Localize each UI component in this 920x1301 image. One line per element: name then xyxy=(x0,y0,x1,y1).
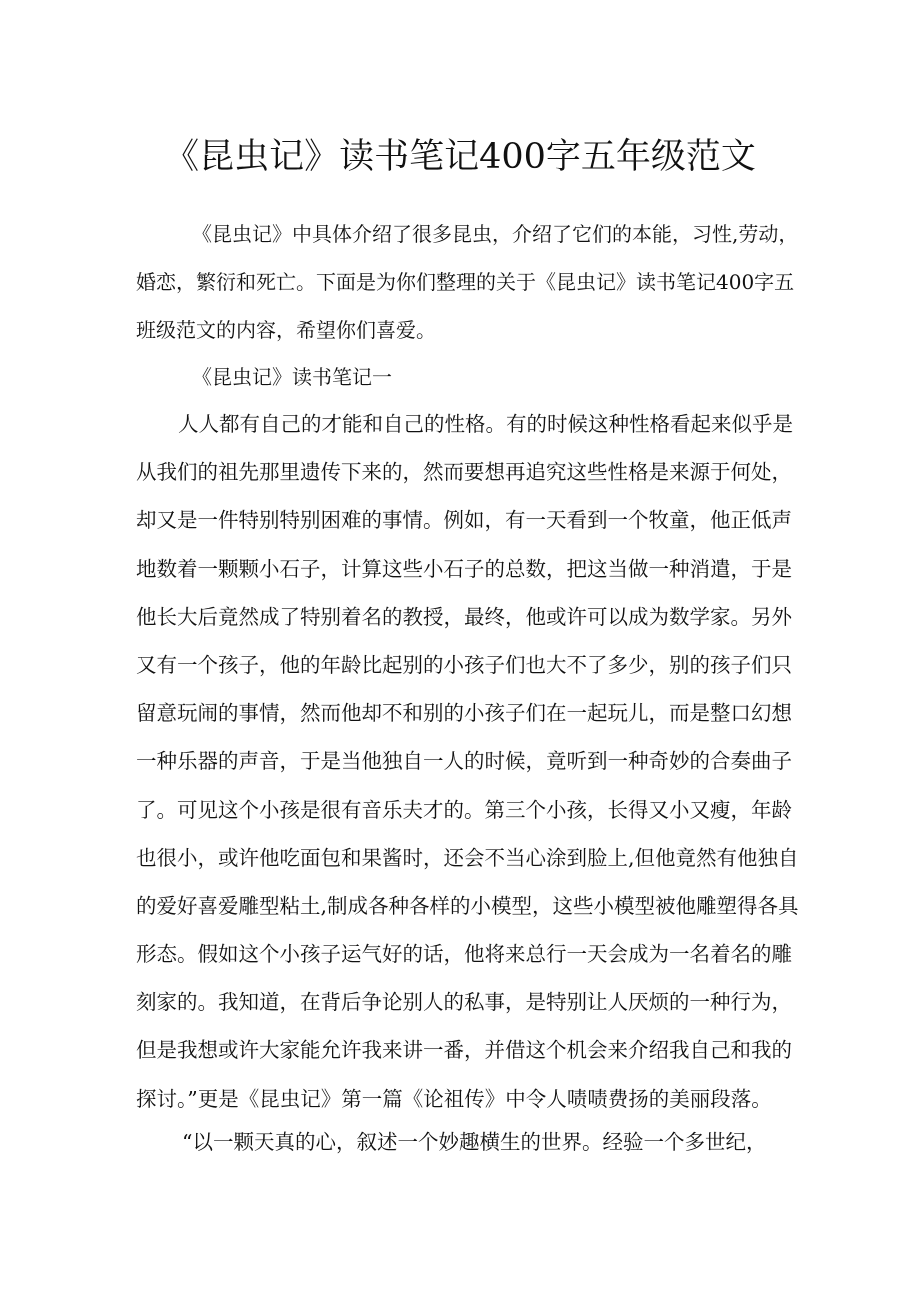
body-line: 也很小，或许他吃面包和果酱时，还会不当心涂到脸上,但他竟然有他独自 xyxy=(136,845,799,870)
intro-line: 婚恋，繁衍和死亡。下面是为你们整理的关于《昆虫记》读书笔记400字五 xyxy=(136,270,795,294)
body-line: 从我们的祖先那里遗传下来的，然而要想再追究这些性格是来源于何处， xyxy=(136,460,792,485)
intro-line: 班级范文的内容，希望你们喜爱。 xyxy=(136,318,436,342)
body-line: 一种乐器的声音，于是当他独自一人的时候，竟听到一种奇妙的合奏曲子 xyxy=(136,749,792,774)
body-line: 留意玩闹的事情，然而他却不和别的小孩子们在一起玩儿，而是整口幻想 xyxy=(136,701,792,726)
intro-line: 《昆虫记》中具体介绍了很多昆虫，介绍了它们的本能，习性,劳动， xyxy=(192,222,799,246)
body-line: 又有一个孩子，他的年龄比起别的小孩子们也大不了多少，别的孩子们只 xyxy=(136,652,792,677)
body-line: 形态。假如这个小孩子运气好的话，他将来总行一天会成为一名着名的雕 xyxy=(136,942,792,967)
body-line: 但是我想或许大家能允许我来讲一番，并借这个机会来介绍我自己和我的 xyxy=(136,1038,792,1063)
intro-paragraph xyxy=(136,210,799,354)
body-line: 刻家的。我知道，在背后争论别人的私事，是特别让人厌烦的一种行为， xyxy=(136,990,792,1015)
body-line: 却又是一件特别特别困难的事情。例如，有一天看到一个牧童，他正低声 xyxy=(136,508,792,533)
body-line: 探讨。”更是《昆虫记》第一篇《论祖传》中令人啧啧费扬的美丽段落。 xyxy=(136,1086,772,1111)
body-paragraph xyxy=(136,400,799,1123)
quote-paragraph-start: “以一颗天真的心，叙述一个妙趣横生的世界。经验一个多世纪， xyxy=(182,1130,767,1154)
body-line: 了。可见这个小孩是很有音乐夫才的。第三个小孩，长得又小又瘦，年龄 xyxy=(136,797,792,822)
body-line: 他长大后竟然成了特别着名的教授，最终，他或许可以成为数学家。另外 xyxy=(136,604,792,629)
body-line: 人人都有自己的才能和自己的性格。有的时候这种性格看起来似乎是 xyxy=(178,412,793,436)
document-title: 《昆虫记》读书笔记400字五年级范文 xyxy=(164,137,756,177)
body-line: 地数着一颗颗小石子，计算这些小石子的总数，把这当做一种消遣，于是 xyxy=(136,556,792,581)
body-line: 的爱好喜爱雕型粘土,制成各种各样的小模型，这些小模型被他雕塑得各具 xyxy=(136,893,799,918)
section-heading: 《昆虫记》读书笔记一 xyxy=(192,365,392,389)
